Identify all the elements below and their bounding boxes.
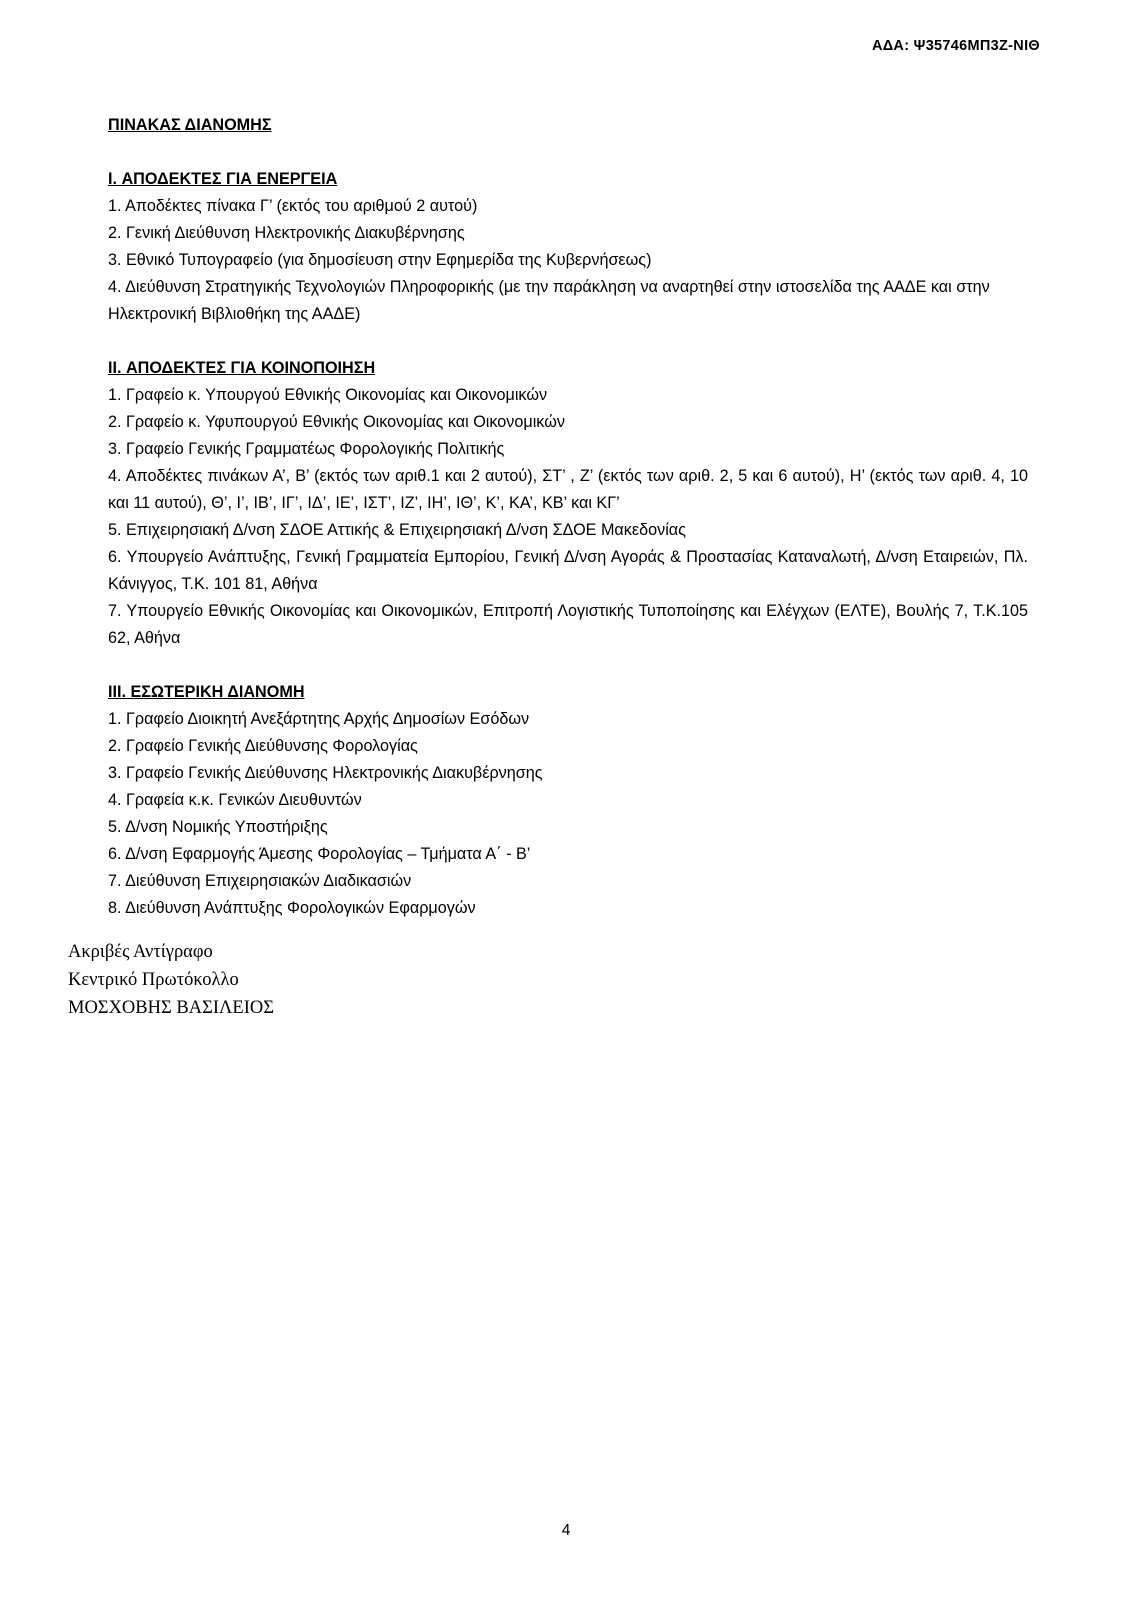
list-item: 4. Γραφεία κ.κ. Γενικών Διευθυντών <box>108 791 362 809</box>
list-item: 2. Γενική Διεύθυνση Ηλεκτρονικής Διακυβέρνησης <box>108 224 465 242</box>
page-title: ΠΙΝΑΚΑΣ ΔΙΑΝΟΜΗΣ <box>108 116 272 134</box>
section-action-recipients <box>108 166 1028 328</box>
section-heading: II. ΑΠΟΔΕΚΤΕΣ ΓΙΑ ΚΟΙΝΟΠΟΙΗΣΗ <box>108 359 376 377</box>
list-item: 2. Γραφείο Γενικής Διεύθυνσης Φορολογίας <box>108 737 418 755</box>
list-item: 3. Γραφείο Γενικής Διεύθυνσης Ηλεκτρονικής Διακυβέρνησης <box>108 764 543 782</box>
list-item: 1. Γραφείο Διοικητή Ανεξάρτητης Αρχής Δημοσίων Εσόδων <box>108 710 530 728</box>
list-item: 6. Υπουργείο Ανάπτυξης, Γενική Γραμματεία Εμπορίου, Γενική Δ/νση Αγοράς & Προστασίας Καταναλωτή, Δ/νση Εταιρειών, Πλ. Κάνιγγος, Τ.Κ. 101 81, Αθήνα <box>108 548 1028 593</box>
list-item: 6. Δ/νση Εφαρμογής Άμεσης Φορολογίας – Τμήματα Α΄ - Β’ <box>108 845 531 863</box>
page-number: 4 <box>561 1522 571 1539</box>
list-item: 3. Εθνικό Τυπογραφείο (για δημοσίευση στην Εφημερίδα της Κυβερνήσεως) <box>108 251 652 269</box>
section-heading: I. ΑΠΟΔΕΚΤΕΣ ΓΙΑ ΕΝΕΡΓΕΙΑ <box>108 170 338 188</box>
list-item: 7. Υπουργείο Εθνικής Οικονομίας και Οικονομικών, Επιτροπή Λογιστικής Τυποποίησης και Ελέγχων (ΕΛΤΕ), Βουλής 7, Τ.Κ.105 62, Αθήνα <box>108 602 1028 647</box>
list-item: 7. Διεύθυνση Επιχειρησιακών Διαδικασιών <box>108 872 412 890</box>
list-item: 1. Γραφείο κ. Υπουργού Εθνικής Οικονομίας και Οικονομικών <box>108 386 548 404</box>
section-notification-recipients <box>108 355 1028 652</box>
list-item: 5. Δ/νση Νομικής Υποστήριξης <box>108 818 328 836</box>
list-item: 4. Διεύθυνση Στρατηγικής Τεχνολογιών Πληροφορικής (με την παράκληση να αναρτηθεί στην ιστοσελίδα της ΑΑΔΕ και στην Ηλεκτρονική Βιβλιοθήκη της ΑΑΔΕ) <box>108 278 990 323</box>
list-item: 2. Γραφείο κ. Υφυπουργού Εθνικής Οικονομίας και Οικονομικών <box>108 413 565 431</box>
certified-copy-label: Ακριβές Αντίγραφο <box>68 942 213 962</box>
list-item: 3. Γραφείο Γενικής Γραμματέως Φορολογικής Πολιτικής <box>108 440 505 458</box>
list-item: 8. Διεύθυνση Ανάπτυξης Φορολογικών Εφαρμογών <box>108 899 476 917</box>
central-protocol-label: Κεντρικό Πρωτόκολλο <box>68 970 239 990</box>
list-item: 4. Αποδέκτες πινάκων Α’, Β’ (εκτός των αριθ.1 και 2 αυτού), ΣΤ’ , Ζ’ (εκτός των αριθ. 2, 5 και 6 αυτού), Η’ (εκτός των αριθ. 4, 10 και 11 αυτού), Θ’, Ι’, ΙΒ’, ΙΓ’, ΙΔ’, ΙΕ’, ΙΣΤ’, ΙΖ’, ΙΗ’, ΙΘ’, Κ’, ΚΑ’, ΚΒ’ και ΚΓ’ <box>108 467 1028 512</box>
list-item: 5. Επιχειρησιακή Δ/νση ΣΔΟΕ Αττικής & Επιχειρησιακή Δ/νση ΣΔΟΕ Μακεδονίας <box>108 521 686 539</box>
signatory-name: ΜΟΣΧΟΒΗΣ ΒΑΣΙΛΕΙΟΣ <box>68 998 275 1018</box>
ada-code: ΑΔΑ: Ψ35746ΜΠ3Ζ-ΝΙΘ <box>871 38 1040 54</box>
list-item: 1. Αποδέκτες πίνακα Γ’ (εκτός του αριθμού 2 αυτού) <box>108 197 478 215</box>
section-heading: III. ΕΣΩΤΕΡΙΚΗ ΔΙΑΝΟΜΗ <box>108 683 305 701</box>
section-internal-distribution <box>108 679 1028 922</box>
certification-block <box>68 938 274 1022</box>
distribution-table <box>108 112 1028 949</box>
